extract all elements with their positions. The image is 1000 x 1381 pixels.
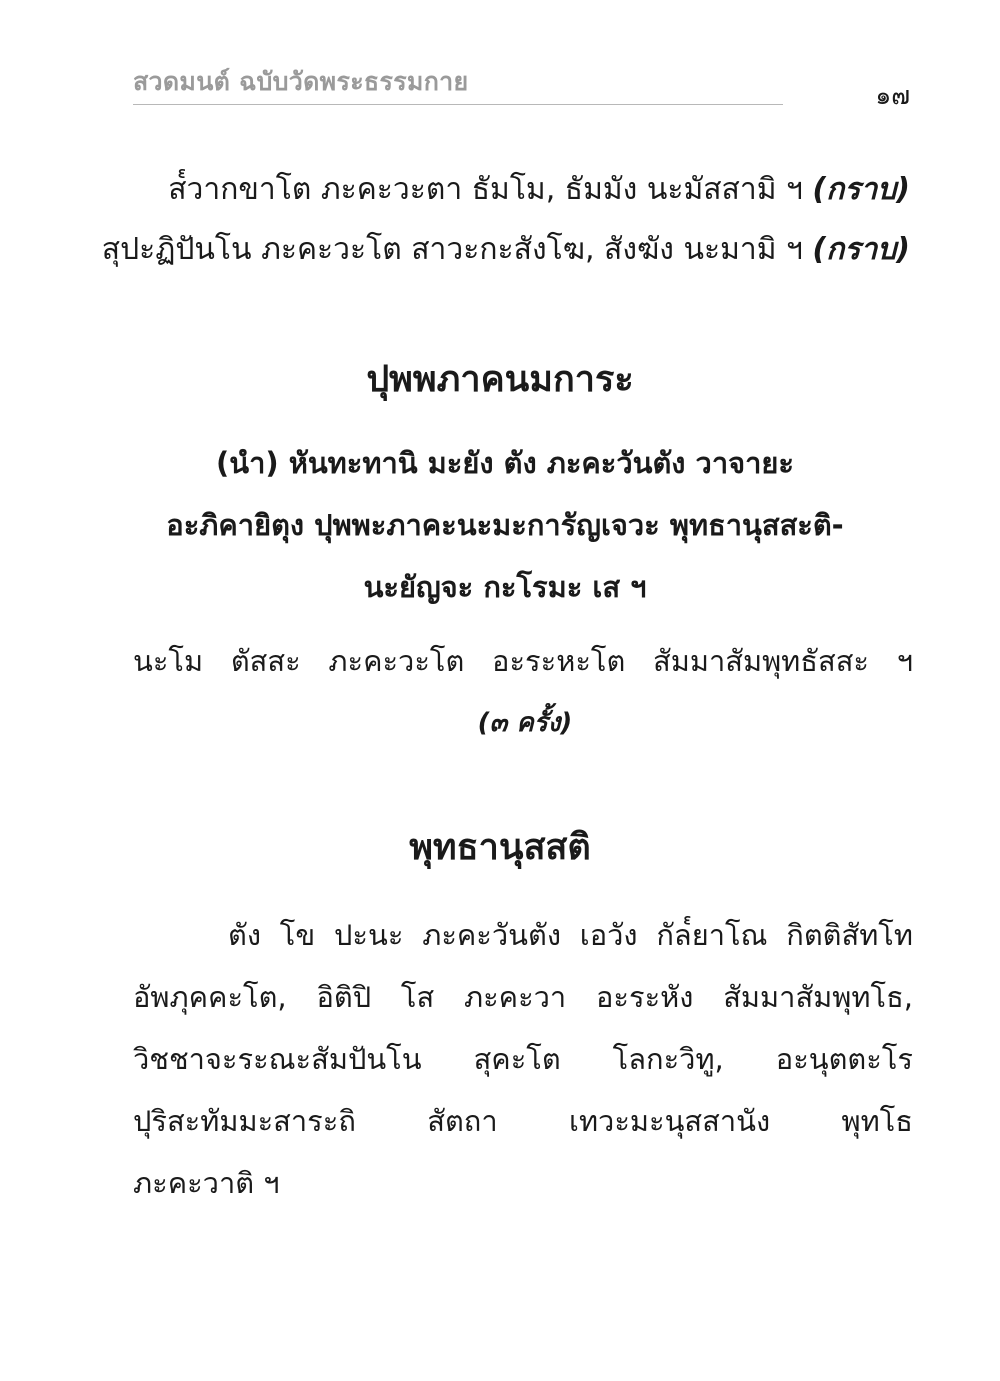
prostrate-note: (กราบ) [812, 172, 910, 207]
verse-line-dhamma [100, 160, 910, 220]
page-number: ๑๗ [875, 81, 910, 110]
section-title-pubbabhaga: ปุพพภาคนมการะ [366, 359, 634, 400]
verse-line-sangha [100, 220, 910, 280]
lead-line: อะภิคายิตุง ปุพพะภาคะนะมะการัญเจวะ พุทธานุสสะติ- [166, 508, 844, 542]
paragraph-line: ตัง โข ปะนะ ภะคะวันตัง เอวัง กัล๎ยาโณ กิตติสัทโท [228, 918, 913, 952]
repeat-note: (๓ ครั้ง) [477, 708, 573, 738]
paragraph-line: วิชชาจะระณะสัมปันโน สุคะโต โลกะวิทู, อะนุตตะโร [133, 1042, 913, 1076]
paragraph-line: ปุริสะทัมมะสาระถิ สัตถา เทวะมะนุสสานัง พุทโธ [133, 1104, 913, 1138]
lead-line: นะยัญจะ กะโรมะ เส ฯ [363, 570, 647, 604]
lead-line: (นำ) หันทะทานิ มะยัง ตัง ภะคะวันตัง วาจายะ [216, 446, 794, 480]
section-title-buddhanussati: พุทธานุสสติ [409, 827, 591, 868]
lead-in-block [100, 432, 910, 618]
buddhanussati-paragraph [133, 904, 913, 1214]
running-head: สวดมนต์ ฉบับวัดพระธรรมกาย [133, 67, 469, 96]
namo-chant: นะโม ตัสสะ ภะคะวะโต อะระหะโต สัมมาสัมพุทธัสสะ ฯ [133, 644, 913, 678]
prostrate-note: (กราบ) [812, 232, 910, 267]
verse-text: ส๎วากขาโต ภะคะวะตา ธัมโม, ธัมมัง นะมัสสามิ ฯ [168, 172, 803, 207]
refuge-verses [100, 160, 910, 280]
running-head-rule [133, 104, 783, 105]
paragraph-line: อัพภุคคะโต, อิติปิ โส ภะคะวา อะระหัง สัมมาสัมพุทโธ, [133, 980, 913, 1014]
verse-text: สุปะฏิปันโน ภะคะวะโต สาวะกะสังโฆ, สังฆัง นะมามิ ฯ [101, 232, 803, 267]
paragraph-line: ภะคะวาติ ฯ [133, 1166, 280, 1200]
